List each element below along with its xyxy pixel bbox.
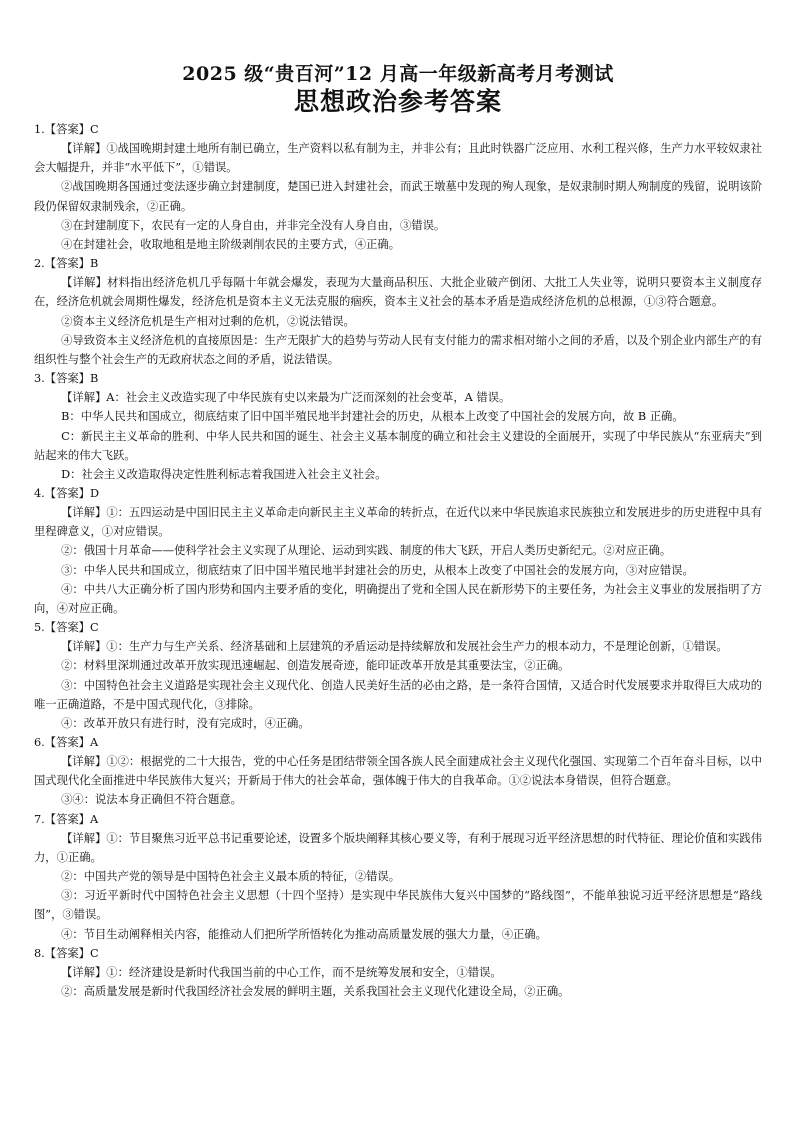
explanation-paragraph: ③在封建制度下，农民有一定的人身自由，并非完全没有人身自由，③错误。 — [61, 218, 446, 232]
explanation-paragraph: ②：材料里深圳通过改革开放实现迅速崛起、创造发展奇迹，能印证改革开放是其重要法宝，②正确。 — [61, 659, 570, 673]
answer-label: 3.【答案】B — [34, 372, 99, 386]
explanation-paragraph: ②战国晚期各国通过变法逐步确立封建制度，楚国已进入封建社会，而武王墩墓中发现的殉人现象，是奴隶制时期人殉制度的残留，说明该阶段仍保留奴隶制残余，②正确。 — [34, 180, 762, 213]
answer-label: 1.【答案】C — [34, 123, 99, 136]
answer-list — [34, 120, 762, 1001]
explanation-paragraph: 【详解】①②：根据党的二十大报告，党的中心任务是团结带领全国各族人民全面建成社会主义现代化强国、实现第二个百年奋斗目标，以中国式现代化全面推进中华民族伟大复兴；开新局于伟大的社会革命，强体魄于伟大的自我革命。①②说法本身错误，但符合题意。 — [34, 755, 762, 788]
answer-label: 6.【答案】A — [34, 736, 99, 749]
explanation-paragraph: ④：中共八大正确分析了国内形势和国内主要矛盾的变化，明确提出了党和全国人民在新形势下的主要任务，为社会主义事业的发展指明了方向，④对应正确。 — [34, 582, 762, 615]
answer-label: 4.【答案】D — [34, 486, 100, 500]
exam-title: 2025 级“贵百河”12 月高一年级新高考月考测试 — [182, 63, 614, 85]
explanation-paragraph: ④导致资本主义经济危机的直接原因是：生产无限扩大的趋势与劳动人民有支付能力的需求相对缩小之间的矛盾，以及个别企业内部生产的有组织性与整个社会生产的无政府状态之间的矛盾，说法错误。 — [34, 333, 762, 366]
explanation-paragraph: 【详解】①：经济建设是新时代我国当前的中心工作，而不是统筹发展和安全，①错误。 — [61, 965, 502, 979]
answer-item — [34, 120, 762, 254]
page-title: 思想政治参考答案 — [293, 87, 502, 116]
answer-item — [34, 254, 762, 369]
explanation-paragraph: ④：改革开放只有进行时，没有完成时，④正确。 — [61, 716, 310, 730]
answer-item — [34, 810, 762, 944]
explanation-paragraph: 【详解】①：生产力与生产关系、经济基础和上层建筑的矛盾运动是持续解放和发展社会生产力的根本动力，不是理论创新，①错误。 — [61, 640, 728, 654]
answer-label: 8.【答案】C — [34, 946, 99, 960]
explanation-paragraph: 【详解】①战国晚期封建土地所有制已确立，生产资料以私有制为主，并非公有；且此时铁器广泛应用、水利工程兴修，生产力水平较奴隶社会大幅提升，并非“水平低下”，①错误。 — [34, 142, 762, 175]
explanation-paragraph: ②资本主义经济危机是生产相对过剩的危机，②说法错误。 — [61, 314, 355, 328]
answer-item — [34, 618, 762, 733]
answer-item — [34, 944, 762, 1001]
explanation-paragraph: B：中华人民共和国成立，彻底结束了旧中国半殖民地半封建社会的历史，从根本上改变了中国社会的发展方向，故 B 正确。 — [61, 410, 684, 424]
explanation-paragraph: 【详解】①：五四运动是中国旧民主主义革命走向新民主主义革命的转折点，在近代以来中华民族追求民族独立和发展进步的历史进程中具有里程碑意义，①对应错误。 — [34, 506, 762, 539]
explanation-paragraph: 【详解】A：社会主义改造实现了中华民族有史以来最为广泛而深刻的社会变革，A 错误。 — [61, 391, 511, 405]
explanation-paragraph: ④在封建社会，收取地租是地主阶级剥削农民的主要方式，④正确。 — [61, 237, 401, 251]
explanation-paragraph: ③：习近平新时代中国特色社会主义思想（十四个坚持）是实现中华民族伟大复兴中国梦的“路线图”，不能单独说习近平经济思想是“路线图”，③错误。 — [34, 889, 762, 922]
answer-label: 2.【答案】B — [34, 257, 99, 271]
explanation-paragraph: D：社会主义改造取得决定性胜利标志着我国进入社会主义社会。 — [61, 467, 387, 481]
explanation-paragraph: ③：中国特色社会主义道路是实现社会主义现代化、创造人民美好生活的必由之路，是一条符合国情，又适合时代发展要求并取得巨大成功的唯一正确道路，不是中国式现代化，③排除。 — [34, 678, 762, 711]
answer-item — [34, 369, 762, 484]
answer-item — [34, 733, 762, 810]
answer-label: 5.【答案】C — [34, 621, 99, 635]
explanation-paragraph: C：新民主主义革命的胜利、中华人民共和国的诞生、社会主义基本制度的确立和社会主义建设的全面展开，实现了中华民族从“东亚病夫”到站起来的伟大飞跃。 — [34, 429, 762, 462]
answer-label: 7.【答案】A — [34, 812, 99, 826]
explanation-paragraph: ②：高质量发展是新时代我国经济社会发展的鲜明主题，关系我国社会主义现代化建设全局，②正确。 — [61, 985, 570, 999]
explanation-paragraph: ④：节目生动阐释相关内容，能推动人们把所学所悟转化为推动高质量发展的强大力量，④正确。 — [61, 927, 547, 941]
answer-item — [34, 484, 762, 618]
explanation-paragraph: ②：中国共产党的领导是中国特色社会主义最本质的特征，②错误。 — [61, 870, 401, 884]
answer-sheet-page — [34, 62, 762, 1001]
explanation-paragraph: ③：中华人民共和国成立，彻底结束了旧中国半殖民地半封建社会的历史，从根本上改变了中国社会的发展方向，③对应错误。 — [61, 563, 694, 577]
explanation-paragraph: 【详解】①：节目聚焦习近平总书记重要论述，设置多个版块阐释其核心要义等，有利于展现习近平经济思想的时代特征、理论价值和实践伟力，①正确。 — [34, 831, 762, 864]
explanation-paragraph: ②：俄国十月革命——使科学社会主义实现了从理论、运动到实践、制度的伟大飞跃，开启人类历史新纪元。②对应正确。 — [61, 544, 672, 558]
explanation-paragraph: 【详解】材料指出经济危机几乎每隔十年就会爆发，表现为大量商品积压、大批企业破产倒闭、大批工人失业等，说明只要资本主义制度存在，经济危机就会周期性爆发，经济危机是资本主义无法克服的痼疾，资本主义社会的基本矛盾是造成经济危机的总根源，①③符合题意。 — [34, 276, 762, 309]
explanation-paragraph: ③④：说法本身正确但不符合题意。 — [61, 793, 242, 807]
